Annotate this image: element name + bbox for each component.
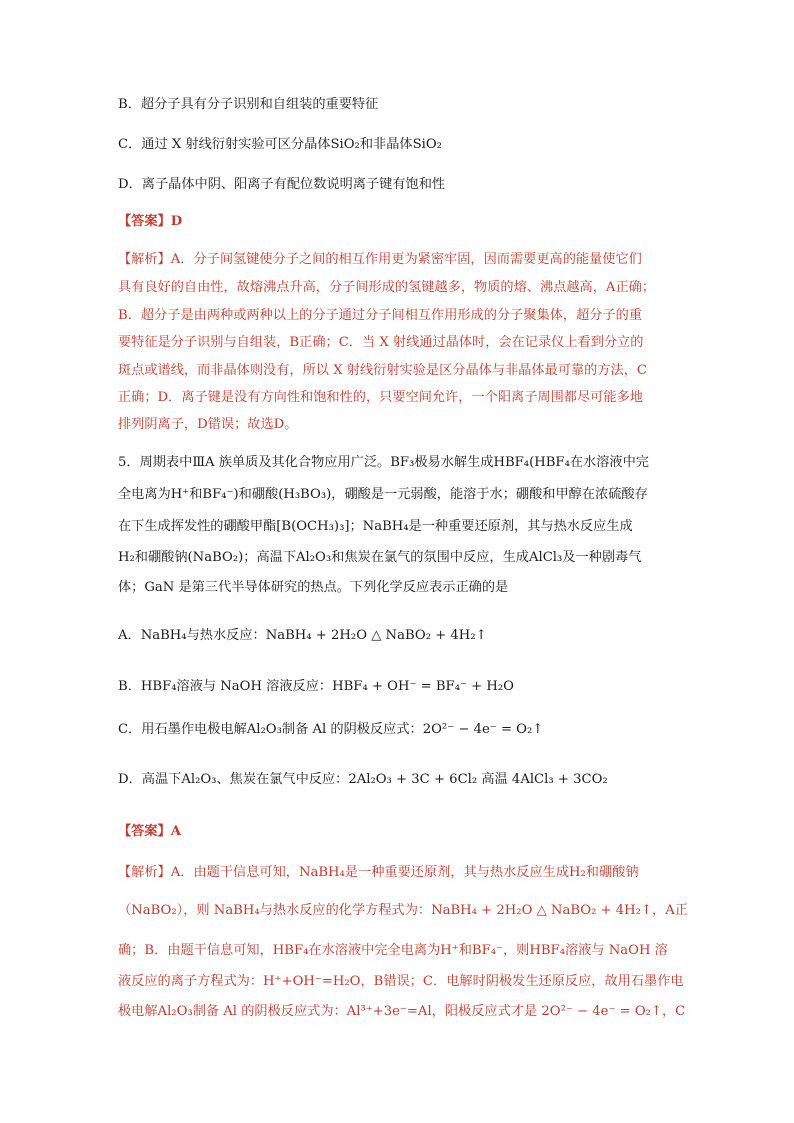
q5-stem-line-4: H₂和硼酸钠(NaBO₂)；高温下Al₂O₃和焦炭在氯气的氛围中反应，生成AlCl₃及一种剧毒气	[118, 550, 642, 565]
q5-option-d: D．高温下Al₂O₃、焦炭在氯气中反应：2Al₂O₃ + 3C + 6Cl₂ 高温 4AlCl₃ + 3CO₂	[118, 772, 608, 787]
q4-analysis-line-3: B．超分子是由两种或两种以上的分子通过分子间相互作用形成的分子聚集体，超分子的重	[118, 308, 642, 323]
q5-answer: 【答案】A	[118, 824, 181, 839]
q4-option-c: C．通过 X 射线衍射实验可区分晶体SiO₂和非晶体SiO₂	[118, 137, 442, 152]
q5-stem-line-5: 体；GaN 是第三代半导体研究的热点。下列化学反应表示正确的是	[118, 580, 509, 595]
q5-option-b: B．HBF₄溶液与 NaOH 溶液反应：HBF₄ + OH⁻ = BF₄⁻ + H₂O	[118, 679, 514, 694]
q5-stem-line-1: 5．周期表中ⅢA 族单质及其化合物应用广泛。BF₃极易水解生成HBF₄(HBF₄在水溶液中完	[118, 455, 649, 470]
q4-analysis-line-5: 斑点或谱线，而非晶体则没有，所以 X 射线衍射实验是区分晶体与非晶体最可靠的方法，C	[118, 363, 647, 378]
q4-option-d: D．离子晶体中阴、阳离子有配位数说明离子键有饱和性	[118, 177, 446, 192]
q4-answer: 【答案】D	[118, 214, 183, 229]
q4-analysis-line-1: 【解析】A．分子间氢键使分子之间的相互作用更为紧密牢固，因而需要更高的能量使它们	[118, 252, 642, 267]
q5-stem-line-2: 全电离为H⁺和BF₄⁻)和硼酸(H₃BO₃)，硼酸是一元弱酸，能溶于水；硼酸和甲醇在浓硫酸存	[118, 487, 648, 502]
q5-option-c: C．用石墨作电极电解Al₂O₃制备 Al 的阴极反应式：2O²⁻ − 4e⁻ = O₂↑	[118, 722, 544, 737]
q5-analysis-line-1: 【解析】A．由题干信息可知，NaBH₄是一种重要还原剂，其与热水反应生成H₂和硼酸钠	[118, 865, 639, 880]
q4-analysis-line-6: 正确；D．离子键是没有方向性和饱和性的，只要空间允许，一个阳离子周围都尽可能多地	[118, 390, 643, 405]
q5-analysis-line-5: 极电解Al₂O₃制备 Al 的阴极反应式为：Al³⁺+3e⁻=Al，阳极反应式才是 2O²⁻ − 4e⁻ = O₂↑，C	[118, 1004, 686, 1019]
q5-stem-line-3: 在下生成挥发性的硼酸甲酯[B(OCH₃)₃]；NaBH₄是一种重要还原剂，其与热水反应生成	[118, 519, 633, 534]
q4-option-b: B．超分子具有分子识别和自组装的重要特征	[118, 97, 379, 112]
q5-option-a: A．NaBH₄与热水反应：NaBH₄ + 2H₂O △ NaBO₂ + 4H₂↑	[118, 628, 487, 643]
q5-analysis-line-3: 确；B．由题干信息可知，HBF₄在水溶液中完全电离为H⁺和BF₄⁻，则HBF₄溶液与 NaOH 溶	[118, 943, 668, 958]
q5-analysis-line-4: 液反应的离子方程式为：H⁺+OH⁻=H₂O，B错误；C．电解时阴极发生还原反应，故用石墨作电	[118, 974, 684, 989]
q4-analysis-line-4: 要特征是分子识别与自组装，B正确；C．当 X 射线通过晶体时，会在记录仪上看到分立的	[118, 335, 644, 350]
q4-analysis-line-2: 具有良好的自由性，故熔沸点升高，分子间形成的氢键越多，物质的熔、沸点越高，A正确；	[118, 280, 656, 295]
q5-analysis-line-2: （NaBO₂），则 NaBH₄与热水反应的化学方程式为：NaBH₄ + 2H₂O △ NaBO₂ + 4H₂↑，A正	[118, 903, 688, 918]
q4-analysis-line-7: 排列阴离子，D错误；故选D。	[118, 417, 298, 432]
